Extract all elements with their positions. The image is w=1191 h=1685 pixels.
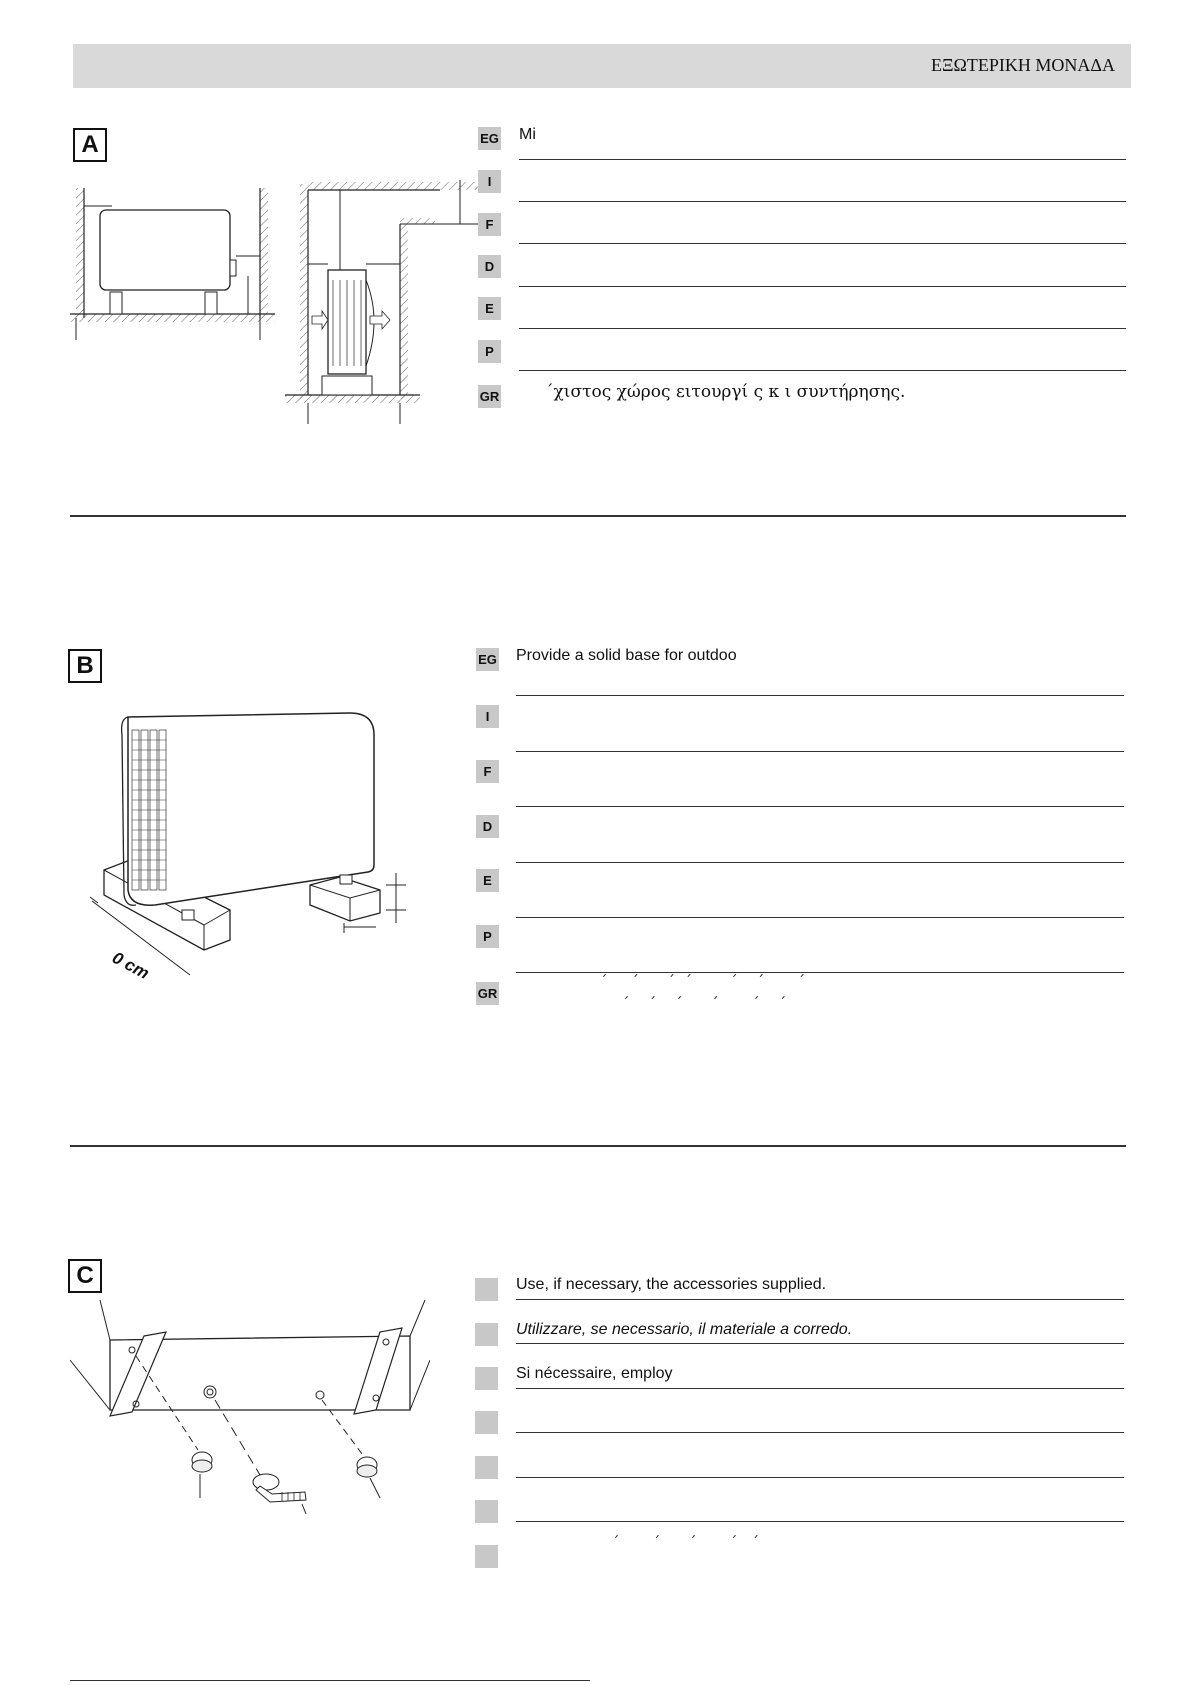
lang-badge-1: [475, 1278, 498, 1301]
lang-badge-e: E: [478, 297, 501, 320]
section-a-figure: [60, 180, 480, 425]
section-c-label: C: [68, 1259, 102, 1293]
lang-badge-5: [475, 1456, 498, 1479]
section-b-dimension-label: 0 cm: [109, 948, 153, 983]
divider: [516, 917, 1124, 918]
divider: [516, 695, 1124, 696]
section-b-figure: [90, 705, 430, 980]
section-separator: [70, 515, 1126, 517]
divider: [516, 751, 1124, 752]
lang-badge-2: [475, 1323, 498, 1346]
divider: [516, 1432, 1124, 1433]
lang-badge-4: [475, 1411, 498, 1434]
lang-badge-eg: EG: [476, 648, 499, 671]
section-b-text-eg: Provide a solid base for outdoo: [516, 647, 737, 664]
divider: [516, 1521, 1124, 1522]
lang-badge-f: F: [476, 760, 499, 783]
lang-badge-d: D: [476, 815, 499, 838]
section-c-gr-accents: ΄ ΄ ΄ ΄ ΄: [612, 1533, 760, 1551]
section-c-text-2: Utilizzare, se necessario, il materiale a corredo.: [516, 1321, 853, 1338]
section-c-text-1: Use, if necessary, the accessories supplied.: [516, 1276, 827, 1293]
lang-badge-7: [475, 1545, 498, 1568]
divider: [516, 806, 1124, 807]
section-a-text-gr: ΄χιστος χώρος ειτουργί ς κ ι συντήρησης.: [545, 382, 906, 402]
divider: [519, 328, 1126, 329]
lang-badge-6: [475, 1500, 498, 1523]
section-separator: [70, 1145, 1126, 1147]
divider: [516, 862, 1124, 863]
lang-badge-f: F: [478, 213, 501, 236]
divider: [516, 1477, 1124, 1478]
divider: [516, 1388, 1124, 1389]
header-bar: [73, 44, 1131, 88]
divider: [519, 201, 1126, 202]
lang-badge-eg: EG: [478, 127, 501, 150]
divider: [516, 1299, 1124, 1300]
lang-badge-e: E: [476, 869, 499, 892]
divider: [519, 159, 1126, 160]
lang-badge-d: D: [478, 255, 501, 278]
lang-badge-gr: GR: [478, 385, 501, 408]
section-a-text-eg: Mi: [519, 126, 536, 143]
divider: [516, 1343, 1124, 1344]
section-b-gr-accents-line2: ΄ ΄ ΄ ΄ ΄ ΄: [622, 994, 787, 1012]
divider: [519, 243, 1126, 244]
section-a-label: A: [73, 128, 107, 162]
section-b-label: B: [68, 649, 102, 683]
lang-badge-gr: GR: [476, 982, 499, 1005]
lang-badge-3: [475, 1367, 498, 1390]
lang-badge-i: I: [476, 705, 499, 728]
section-b-gr-accents-line1: ΄ ΄ ΄ ΄ ΄ ΄ ΄: [600, 972, 806, 990]
divider: [519, 370, 1126, 371]
divider: [519, 286, 1126, 287]
section-c-text-3: Si nécessaire, employ: [516, 1365, 673, 1382]
footer-rule: [70, 1680, 590, 1681]
lang-badge-p: P: [478, 340, 501, 363]
page-header-title: ΕΞΩΤΕΡΙΚΗ ΜΟΝΑΔΑ: [930, 55, 1115, 75]
lang-badge-i: I: [478, 170, 501, 193]
lang-badge-p: P: [476, 925, 499, 948]
section-c-figure: [70, 1300, 430, 1515]
